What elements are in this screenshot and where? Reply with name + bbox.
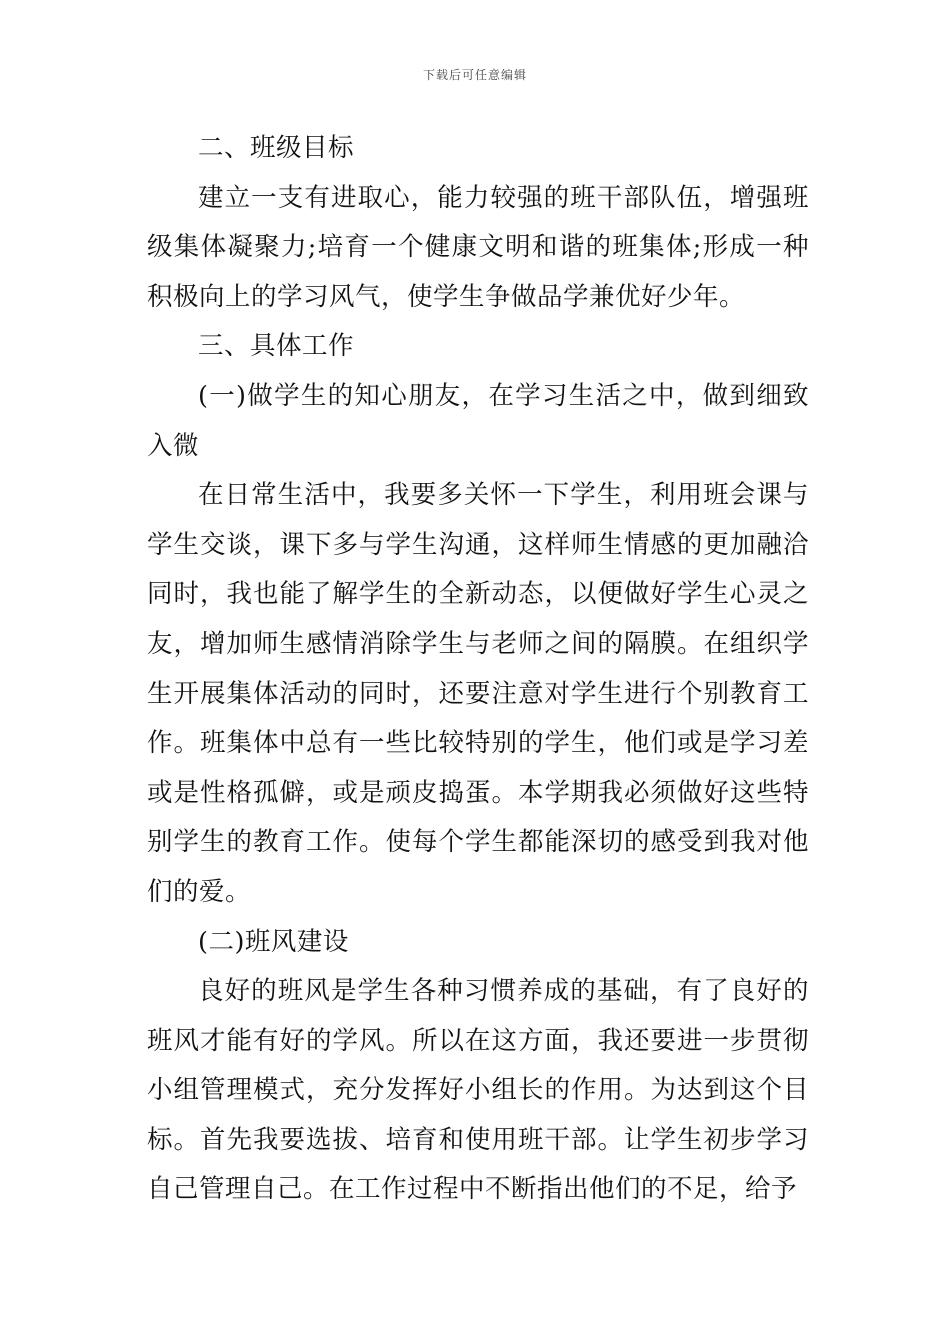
- paragraph-class-style: 良好的班风是学生各种习惯养成的基础，有了良好的班风才能有好的学风。所以在这方面，我还要进一步贯彻小组管理模式，充分发挥好小组长的作用。为达到这个目标。首先我要选拔、培育和使用班干部。让学生初步学习自己管理自己。在工作过程中不断指出他们的不足，给予: [147, 976, 809, 1205]
- paragraph-daily-life: 在日常生活中，我要多关怀一下学生，利用班会课与学生交谈，课下多与学生沟通，这样师生情感的更加融洽同时，我也能了解学生的全新动态，以便做好学生心灵之友，增加师生感情消除学生与老师之间的隔膜。在组织学生开展集体活动的同时，还要注意对学生进行个别教育工作。班集体中总有一些比较特别的学生，他们或是学习差或是性格孤僻，或是顽皮捣蛋。本学期我必须做好这些特别学生的教育工作。使每个学生都能深切的感受到我对他们的爱。: [147, 480, 809, 907]
- section-heading-specific-work: 三、具体工作: [198, 331, 355, 362]
- section-heading-class-goals: 二、班级目标: [198, 133, 355, 163]
- document-body: [147, 124, 809, 1215]
- subheading-student-friend: (一)做学生的知心朋友，在学习生活之中，做到细致入微: [147, 380, 809, 461]
- subheading-class-style: (二)班风建设: [198, 926, 349, 957]
- paragraph-class-goals: 建立一支有进取心，能力较强的班干部队伍，增强班级集体凝聚力;培育一个健康文明和谐的班集体;形成一种积极向上的学习风气，使学生争做品学兼优好少年。: [147, 182, 809, 312]
- header-note: 下载后可任意编辑: [422, 68, 527, 82]
